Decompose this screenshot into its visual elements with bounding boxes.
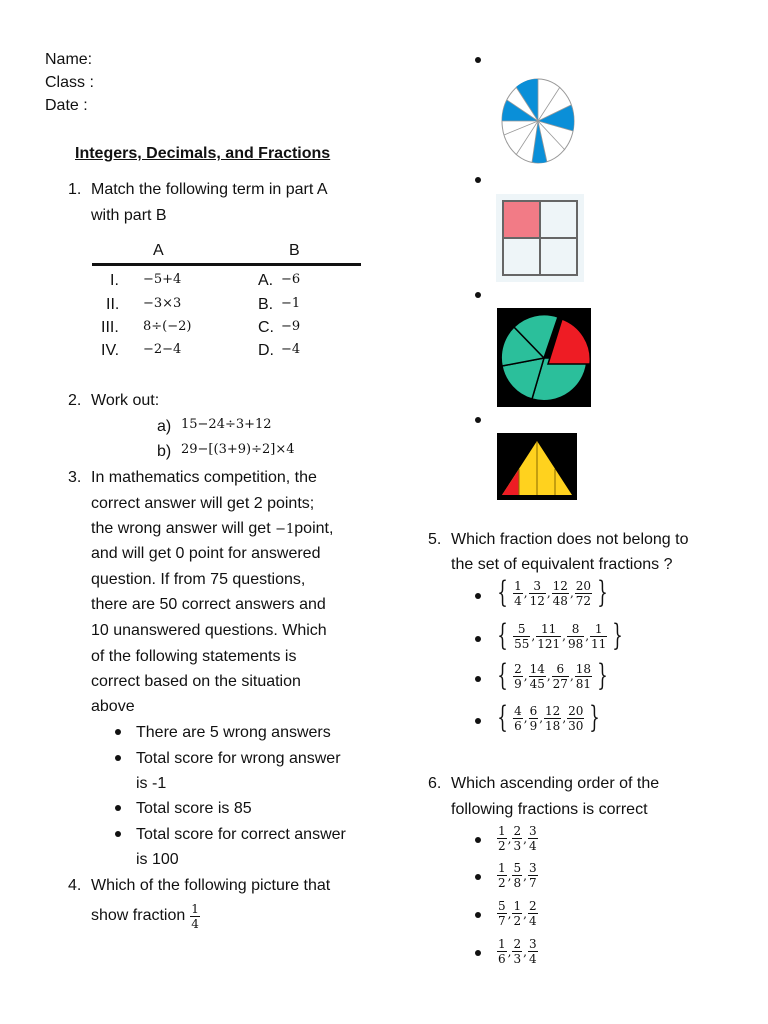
- fraction-numerator: 1: [498, 937, 506, 951]
- column-b-header: B: [289, 242, 300, 259]
- row-answer: −9: [281, 319, 301, 334]
- comma-separator: ,: [539, 711, 544, 725]
- q3-option: There are 5 wrong answers: [136, 724, 331, 741]
- bullet-icon: [115, 729, 121, 735]
- fraction-numerator: 8: [571, 621, 580, 636]
- q4-fraction: [190, 902, 200, 931]
- fraction-denominator: 72: [575, 593, 592, 608]
- comma-separator: ,: [507, 944, 512, 959]
- fraction-denominator: 2: [498, 839, 506, 853]
- q2-a-expression: 15−24÷3+12: [181, 417, 272, 432]
- bullet-icon: [115, 805, 121, 811]
- fraction: [528, 824, 538, 853]
- fraction: [513, 662, 523, 691]
- comma-separator: ,: [507, 831, 512, 846]
- q3-line: question. If from 75 questions,: [91, 571, 306, 588]
- fraction-denominator: 45: [529, 676, 545, 691]
- bullet-icon: [475, 837, 481, 843]
- table-rule: [92, 263, 361, 266]
- row-roman: II.: [106, 296, 120, 313]
- fraction: [497, 824, 507, 853]
- row-expression: 8÷(−2): [143, 319, 192, 334]
- fraction-denominator: 27: [552, 676, 568, 691]
- fraction-denominator: 9: [514, 676, 522, 691]
- comma-separator: ,: [562, 711, 567, 725]
- fraction-numerator: 11: [541, 621, 557, 636]
- bullet-icon: [475, 636, 481, 642]
- fraction-denominator: 4: [514, 593, 522, 608]
- row-roman: IV.: [101, 342, 120, 359]
- fraction-numerator: 2: [513, 824, 522, 838]
- fraction-denominator: 3: [513, 839, 522, 853]
- fraction: [513, 704, 523, 733]
- fraction-denominator: 2: [513, 914, 522, 928]
- fraction: [497, 937, 507, 966]
- fraction: [567, 622, 584, 651]
- q3-line: correct answer will get 2 points;: [91, 495, 315, 512]
- fraction: [512, 937, 522, 966]
- fraction: [536, 622, 561, 651]
- fraction-denominator: 48: [552, 593, 568, 608]
- fraction-numerator: 1: [514, 578, 522, 593]
- comma-separator: ,: [523, 906, 527, 921]
- fraction: [552, 579, 569, 608]
- fraction: [512, 824, 522, 853]
- fraction: [513, 622, 530, 651]
- q6-text-line1: Which ascending order of the: [451, 775, 660, 792]
- fraction-denominator: 4: [528, 952, 537, 966]
- date-label: Date :: [45, 97, 88, 114]
- fraction: [575, 579, 592, 608]
- fraction-denominator: 4: [528, 914, 537, 928]
- comma-separator: ,: [523, 831, 527, 846]
- q1-number: 1.: [68, 181, 82, 198]
- bullet-icon: [475, 292, 481, 298]
- fraction-numerator: 2: [514, 661, 522, 676]
- fraction-numerator: 6: [556, 661, 565, 676]
- comma-separator: ,: [523, 711, 528, 725]
- fraction: [575, 662, 592, 691]
- bullet-icon: [475, 950, 481, 956]
- fraction-numerator: 3: [533, 578, 542, 593]
- fraction-denominator: 121: [537, 636, 561, 651]
- fraction: [528, 937, 538, 966]
- row-roman: III.: [101, 319, 119, 336]
- q4-text: show fraction: [91, 907, 186, 924]
- fraction-numerator: 6: [529, 703, 538, 718]
- fraction-order-option: [496, 824, 539, 853]
- grid-square-picture: [496, 194, 584, 282]
- fraction-denominator: 8: [513, 876, 522, 890]
- q3-line: In mathematics competition, the: [91, 469, 317, 486]
- q4-text-line1: Which of the following picture that: [91, 877, 331, 894]
- fraction: [497, 861, 507, 890]
- row-roman: I.: [110, 272, 119, 289]
- comma-separator: ,: [546, 586, 551, 600]
- comma-separator: ,: [585, 629, 590, 643]
- close-brace: }: [597, 575, 608, 610]
- q2-a-label: a): [157, 418, 172, 435]
- bullet-icon: [475, 718, 481, 724]
- fraction-denominator: 7: [498, 914, 506, 928]
- q1-text-line1: Match the following term in part A: [91, 181, 328, 198]
- q3-number: 3.: [68, 469, 82, 486]
- fraction: [567, 704, 584, 733]
- fraction-set-option: [493, 658, 612, 693]
- fraction-denominator: 12: [529, 593, 545, 608]
- q2-label: Work out:: [91, 392, 160, 409]
- fraction-numerator: 3: [528, 824, 537, 838]
- fraction-denominator: 81: [575, 676, 592, 691]
- comma-separator: ,: [569, 669, 574, 683]
- fraction-denominator: 4: [528, 839, 537, 853]
- comma-separator: ,: [523, 944, 527, 959]
- fraction: [590, 622, 607, 651]
- fraction-numerator: 5: [513, 861, 522, 875]
- fraction: [528, 861, 538, 890]
- name-label: Name:: [45, 51, 93, 68]
- bullet-icon: [475, 417, 481, 423]
- q3-option: Total score for correct answer: [136, 826, 346, 843]
- q3-option: Total score for wrong answer: [136, 750, 341, 767]
- q5-text-line2: the set of equivalent fractions ?: [451, 556, 673, 573]
- row-answer: −6: [281, 272, 301, 287]
- q3-option-cont: is 100: [136, 851, 179, 868]
- q2-number: 2.: [68, 392, 82, 409]
- q6-text-line2: following fractions is correct: [451, 801, 648, 818]
- page-title: Integers, Decimals, and Fractions: [75, 145, 331, 162]
- fraction-numerator: 20: [575, 578, 592, 593]
- fraction-numerator: 1: [498, 824, 506, 838]
- q3-line: there are 50 correct answers and: [91, 596, 326, 613]
- fraction-numerator: 14: [529, 661, 545, 676]
- fraction-denominator: 55: [514, 636, 530, 651]
- row-expression: −3×3: [143, 296, 182, 311]
- comma-separator: ,: [507, 906, 512, 921]
- row-letter: C.: [258, 319, 274, 336]
- row-letter: B.: [258, 296, 274, 313]
- fraction-numerator: 12: [545, 703, 561, 718]
- q3-line: [91, 516, 333, 543]
- bullet-icon: [475, 676, 481, 682]
- fraction-denominator: 18: [545, 718, 561, 733]
- fraction-set-option: [493, 575, 612, 610]
- fraction-numerator: 20: [568, 703, 584, 718]
- column-a-header: A: [153, 242, 164, 259]
- fraction-numerator: 12: [552, 578, 568, 593]
- comma-separator: ,: [507, 868, 512, 883]
- fraction-denominator: 98: [567, 636, 584, 651]
- fraction-numerator: 3: [528, 937, 537, 951]
- q4-text-line2: [91, 900, 201, 932]
- fraction-denominator: 4: [191, 916, 199, 931]
- fraction-order-option: [496, 937, 539, 966]
- fraction-denominator: 6: [514, 718, 522, 733]
- open-brace: {: [497, 575, 508, 610]
- q3-option-cont: is -1: [136, 775, 167, 792]
- fraction-numerator: 18: [575, 661, 592, 676]
- fraction: [512, 861, 522, 890]
- q3-line-text: the wrong answer will get: [91, 520, 271, 537]
- bullet-icon: [115, 755, 121, 761]
- q5-text-line1: Which fraction does not belong to: [451, 531, 689, 548]
- fraction: [513, 579, 523, 608]
- bullet-icon: [475, 874, 481, 880]
- comma-separator: ,: [523, 586, 528, 600]
- fraction: [544, 704, 561, 733]
- q3-line: correct based on the situation: [91, 673, 301, 690]
- q2-b-label: b): [157, 443, 172, 460]
- fraction-denominator: 7: [528, 876, 537, 890]
- fraction-numerator: 5: [498, 899, 506, 913]
- teal-pie-picture: [497, 308, 591, 407]
- fraction: [529, 704, 539, 733]
- row-answer: −1: [281, 296, 301, 311]
- fraction-numerator: 1: [594, 621, 603, 636]
- fraction-numerator: 4: [514, 703, 522, 718]
- q5-number: 5.: [428, 531, 442, 548]
- row-expression: −5+4: [143, 272, 182, 287]
- q6-number: 6.: [428, 775, 442, 792]
- row-letter: D.: [258, 342, 274, 359]
- row-letter: A.: [258, 272, 274, 289]
- fraction-denominator: 30: [568, 718, 584, 733]
- fraction-denominator: 9: [529, 718, 538, 733]
- bullet-icon: [475, 912, 481, 918]
- fraction: [528, 899, 538, 928]
- fraction-set-option: [493, 618, 627, 653]
- q3-line: of the following statements is: [91, 648, 297, 665]
- fraction-numerator: 1: [191, 901, 199, 916]
- close-brace: }: [589, 700, 601, 735]
- q4-number: 4.: [68, 877, 82, 894]
- fraction-numerator: 3: [528, 861, 537, 875]
- class-label: Class :: [45, 74, 94, 91]
- fraction-numerator: 5: [517, 621, 526, 636]
- q3-line: and will get 0 point for answered: [91, 545, 321, 562]
- triangle-picture: [497, 433, 577, 500]
- fraction: [529, 579, 546, 608]
- fraction: [552, 662, 569, 691]
- fraction-numerator: 2: [513, 937, 522, 951]
- bullet-icon: [115, 831, 121, 837]
- comma-separator: ,: [569, 586, 574, 600]
- bullet-icon: [475, 593, 481, 599]
- fraction-numerator: 1: [498, 861, 506, 875]
- fraction-denominator: 11: [591, 636, 607, 651]
- circle-pie-picture: [500, 77, 576, 165]
- fraction: [512, 899, 522, 928]
- q1-text-line2: with part B: [91, 207, 167, 224]
- q3-option: Total score is 85: [136, 800, 252, 817]
- q2-b-expression: 29−[(3+9)÷2]×4: [181, 442, 295, 457]
- fraction-order-option: [496, 861, 539, 890]
- fraction: [497, 899, 507, 928]
- open-brace: {: [497, 618, 508, 653]
- q3-line: above: [91, 698, 135, 715]
- bullet-icon: [475, 57, 481, 63]
- q3-negative-one: −1: [275, 522, 295, 537]
- close-brace: }: [597, 658, 608, 693]
- comma-separator: ,: [523, 669, 528, 683]
- q3-line: 10 unanswered questions. Which: [91, 622, 327, 639]
- open-brace: {: [497, 658, 508, 693]
- close-brace: }: [612, 618, 624, 653]
- row-answer: −4: [281, 342, 301, 357]
- fraction-denominator: 3: [513, 952, 522, 966]
- fraction: [529, 662, 546, 691]
- fraction-order-option: [496, 899, 539, 928]
- bullet-icon: [475, 177, 481, 183]
- fraction-denominator: 6: [498, 952, 506, 966]
- comma-separator: ,: [531, 629, 536, 643]
- comma-separator: ,: [562, 629, 566, 643]
- fraction-numerator: 2: [528, 899, 537, 913]
- comma-separator: ,: [523, 868, 527, 883]
- fraction-set-option: [493, 700, 605, 735]
- fraction-denominator: 2: [498, 876, 506, 890]
- comma-separator: ,: [546, 669, 551, 683]
- row-expression: −2−4: [143, 342, 182, 357]
- q3-point-word: point,: [294, 520, 334, 537]
- open-brace: {: [497, 700, 508, 735]
- fraction-numerator: 1: [513, 899, 522, 913]
